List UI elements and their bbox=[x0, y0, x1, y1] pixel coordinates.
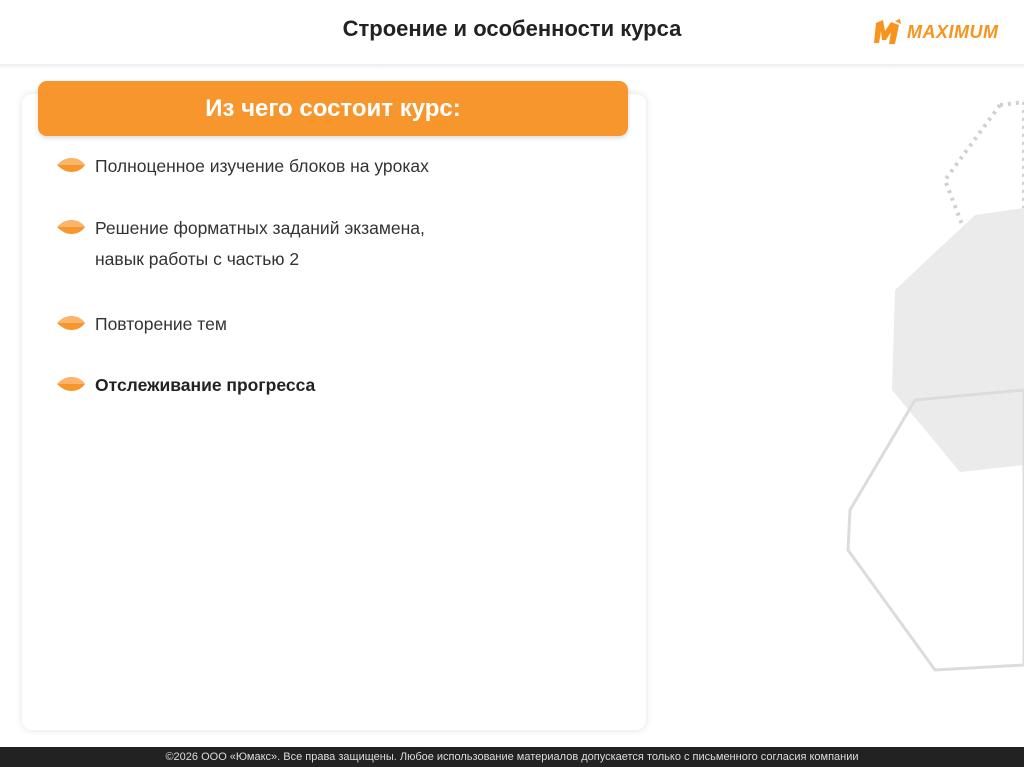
list-item-line: Повторение тем bbox=[95, 314, 227, 334]
logo-text: MAXIMUM bbox=[907, 21, 999, 42]
content-card bbox=[22, 94, 646, 730]
list-item-line: навык работы с частью 2 bbox=[95, 249, 300, 269]
list-item-text bbox=[95, 151, 429, 182]
list-item-text bbox=[95, 213, 425, 275]
list-item bbox=[56, 371, 315, 401]
list-item bbox=[56, 214, 425, 275]
bullet-icon bbox=[56, 377, 86, 391]
logo-mark-icon bbox=[873, 17, 903, 47]
bullet-icon bbox=[56, 316, 86, 330]
list-item bbox=[56, 310, 227, 340]
footer-copyright: ©2026 ООО «Юмакс». Все права защищены. Любое использование материалов допускается только с письменного согласия компании bbox=[0, 747, 1024, 767]
list-item-text bbox=[95, 370, 315, 401]
maximum-logo[interactable] bbox=[873, 12, 999, 52]
list-item-line: Отслеживание прогресса bbox=[95, 375, 316, 395]
list-item-line: Решение форматных заданий экзамена, bbox=[95, 218, 425, 238]
decorative-hexagons bbox=[840, 100, 1024, 680]
header bbox=[0, 0, 1024, 64]
card-title: Из чего состоит курс: bbox=[38, 81, 628, 136]
list-item-line: Полноценное изучение блоков на уроках bbox=[95, 156, 429, 176]
list-item bbox=[56, 152, 429, 182]
bullet-icon bbox=[56, 158, 86, 172]
header-divider bbox=[0, 64, 1024, 70]
page-title: Строение и особенности курса bbox=[342, 16, 682, 41]
list-item-text bbox=[95, 309, 227, 340]
bullet-icon bbox=[56, 220, 86, 234]
